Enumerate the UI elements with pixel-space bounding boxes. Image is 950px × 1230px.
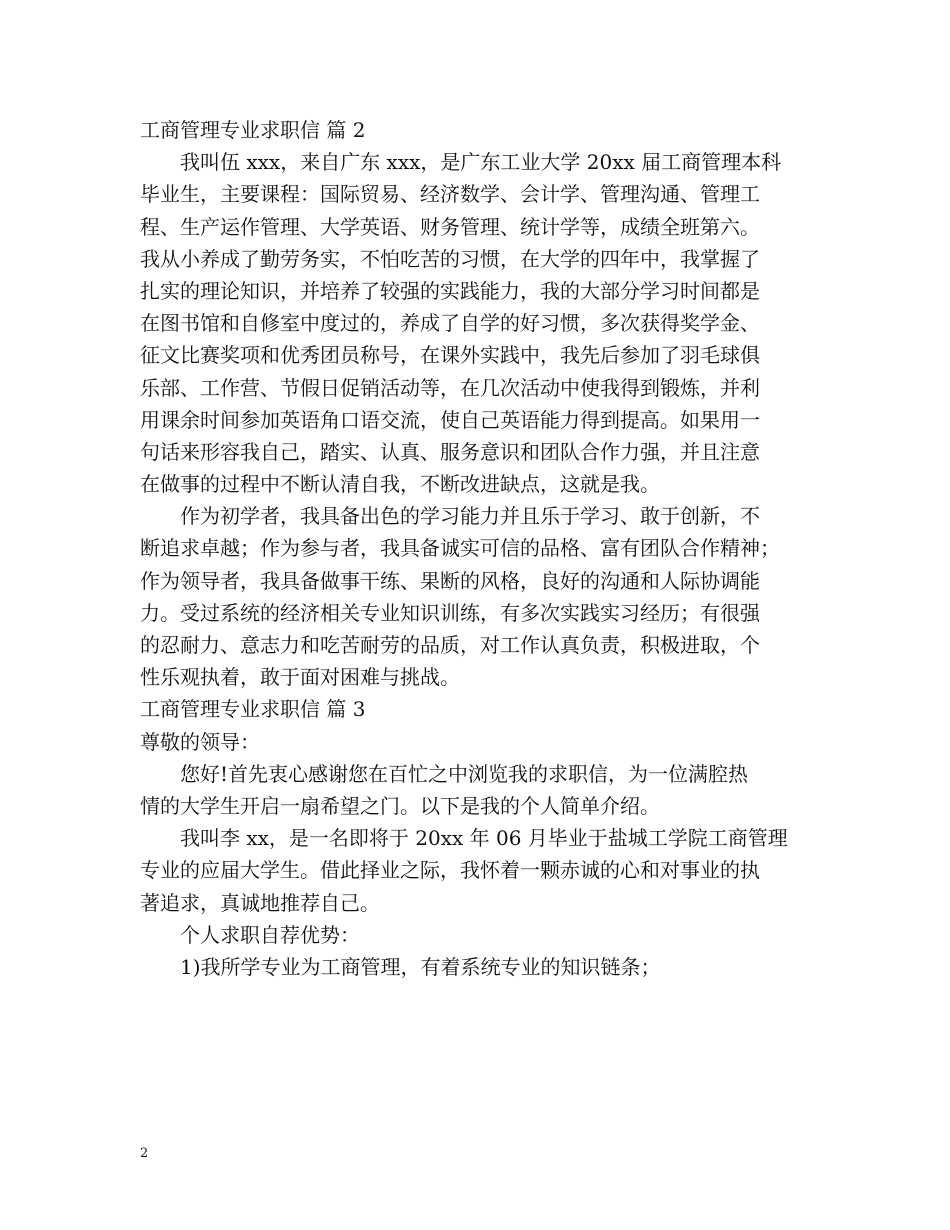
list-item: 1)我所学专业为工商管理，有着系统专业的知识链条； — [180, 954, 661, 979]
section-heading-3: 工商管理专业求职信 篇 3 — [140, 697, 366, 722]
text-line: 您好!首先衷心感谢您在百忙之中浏览我的求职信，为一位满腔热 — [180, 761, 749, 786]
text-line: 著追求，真诚地推荐自己。 — [140, 890, 380, 915]
text-line: 情的大学生开启一扇希望之门。以下是我的个人简单介绍。 — [140, 793, 660, 818]
text-line: 我叫李 xx，是一名即将于 20xx 年 06 月毕业于盐城工学院工商管理 — [180, 826, 788, 851]
text-line: 我叫伍 xxx，来自广东 xxx，是广东工业大学 20xx 届工商管理本科 — [180, 150, 782, 175]
text-line: 毕业生，主要课程：国际贸易、经济数学、会计学、管理沟通、管理工 — [140, 182, 760, 207]
section-heading-2: 工商管理专业求职信 篇 2 — [140, 118, 366, 142]
text-line: 断追求卓越；作为参与者，我具备诚实可信的品格、富有团队合作精神； — [140, 536, 780, 561]
text-line: 在做事的过程中不断认清自我，不断改进缺点，这就是我。 — [140, 472, 660, 497]
text-line: 句话来形容我自己，踏实、认真、服务意识和团队合作力强，并且注意 — [140, 439, 760, 464]
text-line: 作为领导者，我具备做事干练、果断的风格，良好的沟通和人际协调能 — [140, 568, 760, 593]
text-line: 性乐观执着，敢于面对困难与挑战。 — [140, 665, 460, 690]
text-line: 用课余时间参加英语角口语交流，使自己英语能力得到提高。如果用一 — [140, 407, 760, 432]
text-line: 我从小养成了勤劳务实，不怕吃苦的习惯，在大学的四年中，我掌握了 — [140, 246, 760, 271]
text-line: 专业的应届大学生。借此择业之际，我怀着一颗赤诚的心和对事业的执 — [140, 858, 760, 883]
text-line: 乐部、工作营、节假日促销活动等，在几次活动中使我得到锻炼，并利 — [140, 375, 760, 400]
salutation: 尊敬的领导： — [140, 729, 260, 754]
text-line: 个人求职自荐优势： — [180, 922, 360, 947]
text-line: 程、生产运作管理、大学英语、财务管理、统计学等，成绩全班第六。 — [140, 214, 760, 239]
text-line: 作为初学者，我具备出色的学习能力并且乐于学习、敢于创新，不 — [180, 504, 760, 529]
text-line: 扎实的理论知识，并培养了较强的实践能力，我的大部分学习时间都是 — [140, 278, 760, 303]
page-number: 2 — [140, 1146, 149, 1161]
text-line: 在图书馆和自修室中度过的，养成了自学的好习惯，多次获得奖学金、 — [140, 311, 760, 336]
document-body — [140, 114, 820, 983]
text-line: 征文比赛奖项和优秀团员称号，在课外实践中，我先后参加了羽毛球俱 — [140, 343, 760, 368]
text-line: 的忍耐力、意志力和吃苦耐劳的品质，对工作认真负责，积极进取，个 — [140, 633, 760, 657]
text-line: 力。受过系统的经济相关专业知识训练，有多次实践实习经历；有很强 — [140, 600, 760, 625]
